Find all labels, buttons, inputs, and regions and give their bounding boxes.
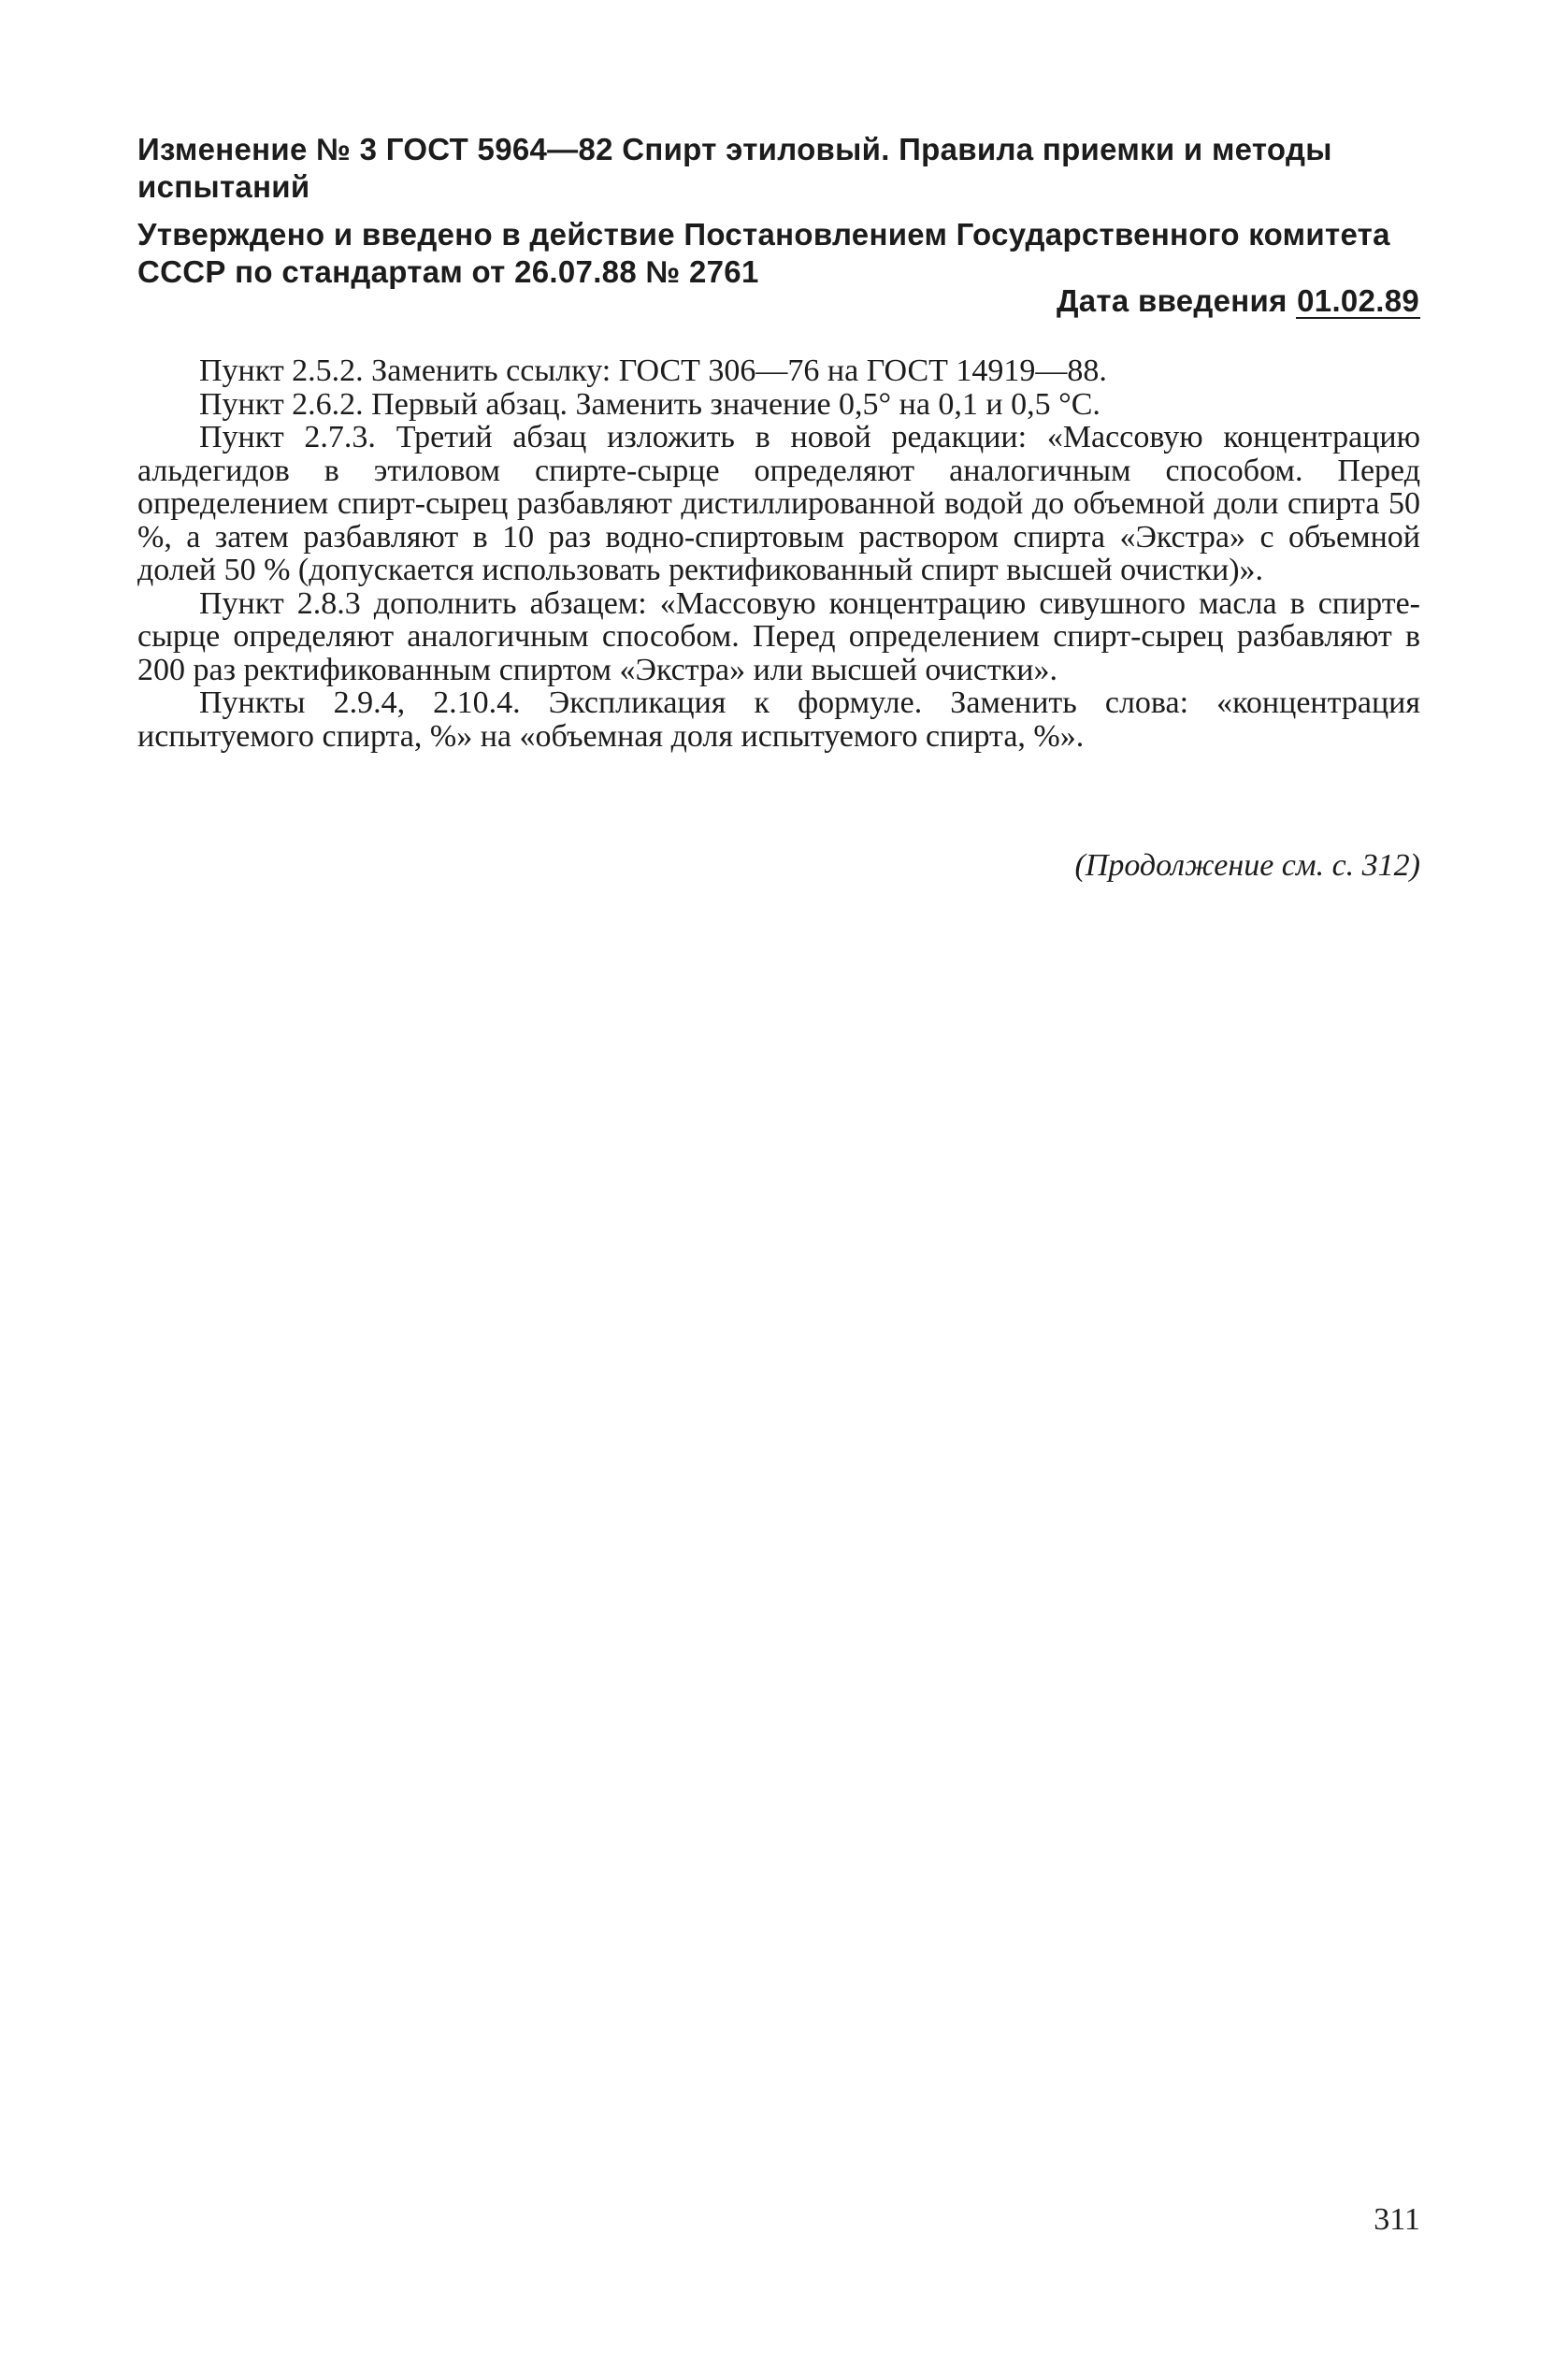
amendment-paragraph: Пункт 2.6.2. Первый абзац. Заменить значение 0,5° на 0,1 и 0,5 °С.	[199, 386, 1100, 422]
approval-statement: Утверждено и введено в действие Постановлением Государственного комитета СССР по стандартам от 26.07.88 № 2761	[137, 217, 1390, 289]
amendment-paragraph: Пункт 2.7.3. Третий абзац изложить в новой редакции: «Массовую концентрацию альдегидов в этиловом спирте-сырце определяют аналогичным способом. Перед определением спирт-сырец разбавляют дистиллированной водой до объемной доли спирта 50 %, а затем разбавляют в 10 раз водно-спиртовым раствором спирта «Экстра» с объемной долей 50 % (допускается использовать ректификованный спирт высшей очистки)».	[137, 420, 1420, 587]
document-title: Изменение № 3 ГОСТ 5964—82 Спирт этиловый. Правила приемки и методы испытаний	[137, 132, 1332, 204]
continuation-note: (Продолжение см. с. 312)	[1074, 848, 1420, 883]
amendment-paragraph: Пункт 2.5.2. Заменить ссылку: ГОСТ 306—76 на ГОСТ 14919—88.	[199, 353, 1107, 388]
amendment-paragraph: Пункты 2.9.4, 2.10.4. Экспликация к формуле. Заменить слова: «концентрация испытуемого спирта, %» на «объемная доля испытуемого спирта, %».	[137, 685, 1420, 754]
amendment-body	[137, 354, 1420, 753]
amendment-paragraph: Пункт 2.8.3 дополнить абзацем: «Массовую концентрацию сивушного масла в спирте-сырце определяют аналогичным способом. Перед определением спирт-сырец разбавляют в 200 раз ректификованным спиртом «Экстра» или высшей очистки».	[137, 585, 1420, 687]
introduction-date-value: 01.02.89	[1297, 283, 1419, 318]
page-number: 311	[1374, 2202, 1420, 2237]
introduction-date	[1057, 282, 1420, 320]
introduction-date-label: Дата введения	[1056, 283, 1287, 318]
